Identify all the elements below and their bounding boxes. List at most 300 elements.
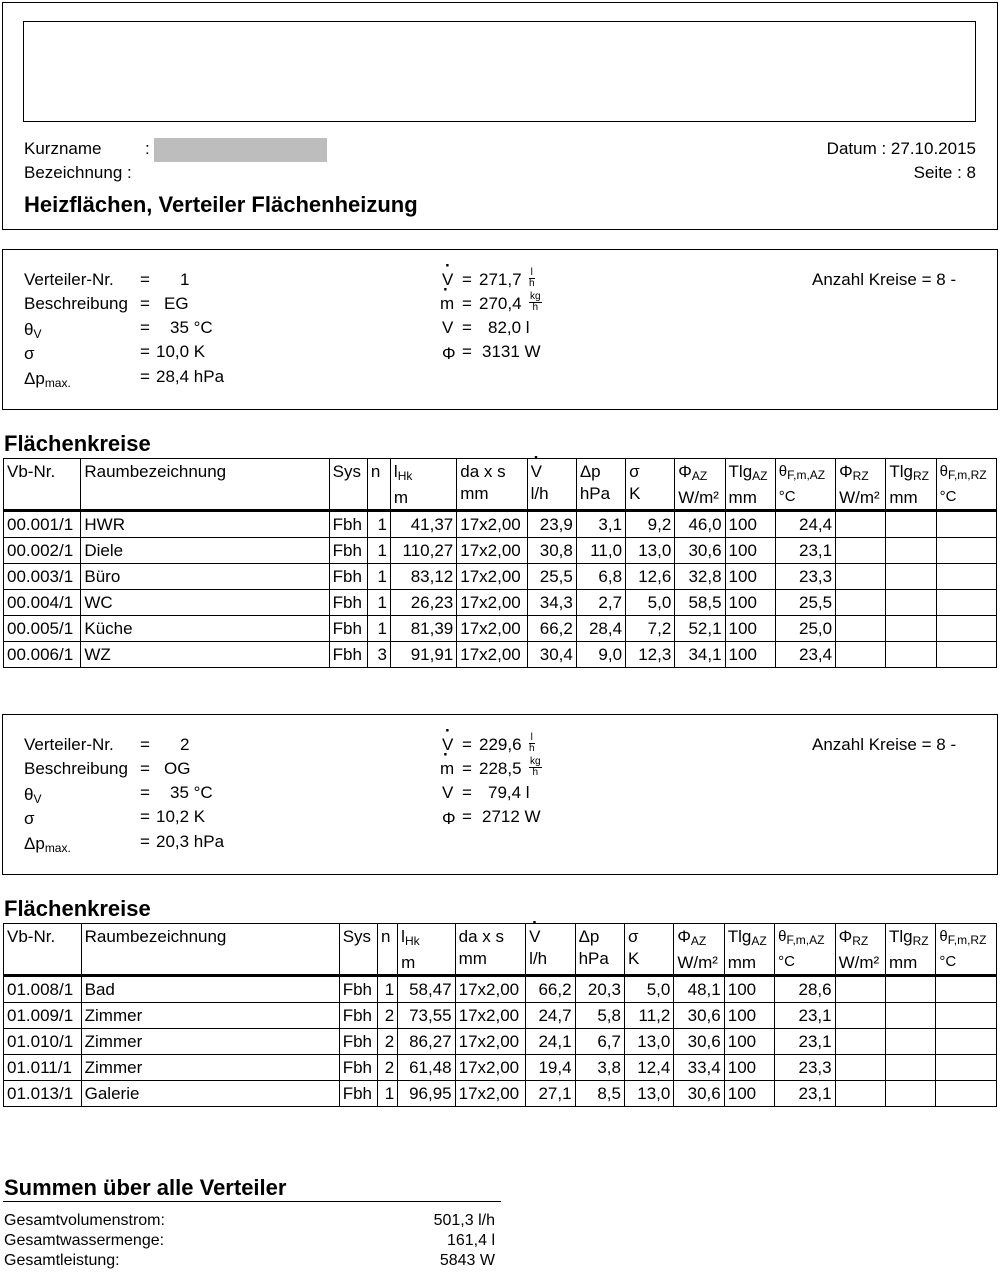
table-cell: 61,48 [398, 1055, 455, 1081]
verteiler-1-beschreibung-eq: = [140, 294, 150, 313]
page-title: Heizflächen, Verteiler Flächenheizung [24, 192, 418, 217]
table-cell: 2 [378, 1055, 398, 1081]
summary-value-3: 5843 W [439, 1252, 495, 1269]
table-cell: 3,8 [575, 1055, 624, 1081]
table-cell: 30,4 [527, 642, 576, 668]
table-cell: 66,2 [526, 976, 575, 1003]
mdot-glyph: · m [440, 759, 454, 779]
table-header-row [4, 459, 997, 511]
column-header-top: Raumbezeichnung [84, 462, 227, 481]
dp-sub: max. [44, 376, 71, 390]
column-header-top: Δp [579, 462, 601, 481]
column-header [886, 924, 936, 976]
table-cell: 91,91 [390, 642, 456, 668]
table-cell [886, 1003, 936, 1029]
column-header [835, 924, 885, 976]
table-cell [835, 1081, 885, 1107]
table-cell: 100 [725, 538, 775, 564]
flaechenkreise-table-1 [3, 458, 997, 668]
table-cell: Fbh [339, 1029, 377, 1055]
table-cell: Fbh [329, 564, 367, 590]
column-header-unit: mm [889, 953, 918, 972]
table-cell: 1 [378, 1081, 398, 1107]
column-header [378, 924, 398, 976]
table-cell: 100 [725, 564, 775, 590]
verteiler-2-beschreibung-eq: = [140, 759, 150, 778]
column-header-unit: mm [458, 949, 487, 968]
verteiler-1-lh-unit [529, 268, 535, 289]
table-cell: 5,0 [624, 976, 673, 1003]
verteiler-2-mdot-value: 228,5 [479, 759, 522, 778]
table-cell: 8,5 [575, 1081, 624, 1107]
table-cell: 01.008/1 [4, 976, 82, 1003]
column-header-top: Vb-Nr. [7, 462, 56, 481]
column-header-top: σ [629, 462, 640, 481]
column-header [624, 924, 673, 976]
column-header-sub: RZ [912, 469, 929, 483]
table-cell: Fbh [329, 590, 367, 616]
table-cell: 58,5 [675, 590, 725, 616]
verteiler-2-sigma-eq: = [140, 807, 150, 826]
table-cell: 17x2,00 [457, 511, 527, 538]
column-header-sub: F,m,AZ [787, 468, 826, 482]
table-cell: Zimmer [81, 1055, 339, 1081]
verteiler-2-beschreibung-label: Beschreibung [24, 759, 128, 778]
table-cell: 17x2,00 [455, 1029, 526, 1055]
table-cell: 24,4 [775, 511, 835, 538]
table-cell: 24,1 [526, 1029, 575, 1055]
verteiler-2-theta-eq: = [140, 783, 150, 802]
verteiler-2-vdot-eq: = [462, 735, 472, 754]
table-cell: 96,95 [398, 1081, 455, 1107]
table-cell: 9,2 [626, 511, 675, 538]
table-cell: 110,27 [390, 538, 456, 564]
column-header-unit: °C [778, 953, 795, 970]
table-cell: Zimmer [81, 1029, 339, 1055]
table-cell: 28,6 [775, 976, 835, 1003]
column-header-top: Φ [677, 927, 691, 946]
table-cell: 9,0 [576, 642, 625, 668]
verteiler-1-vdot-value: 271,7 [479, 270, 522, 289]
table-cell: Zimmer [81, 1003, 339, 1029]
table-cell: 13,0 [626, 538, 675, 564]
table-cell: 52,1 [675, 616, 725, 642]
verteiler-2-anzahl: Anzahl Kreise = 8 - [812, 735, 957, 754]
table-cell [886, 642, 936, 668]
table-cell: Fbh [339, 1081, 377, 1107]
table-cell: 13,0 [624, 1081, 673, 1107]
verteiler-2-dp-symbol [24, 834, 71, 855]
column-header [575, 924, 624, 976]
column-header [725, 459, 775, 511]
table-cell [936, 1081, 997, 1107]
table-row [4, 538, 997, 564]
column-header-unit: W/m² [677, 953, 718, 972]
verteiler-2-mdot-symbol [440, 759, 454, 779]
column-header-sub: AZ [691, 469, 708, 483]
column-header [390, 459, 456, 511]
table-cell [835, 1003, 885, 1029]
section-title-2: Flächenkreise [4, 896, 151, 921]
table-cell [886, 564, 936, 590]
table-cell [835, 976, 885, 1003]
table-cell: 17x2,00 [457, 564, 527, 590]
verteiler-1-lh-unit-den: h [529, 278, 535, 289]
column-header-top: n [370, 462, 381, 481]
column-header [457, 459, 527, 511]
table-cell: 00.001/1 [4, 511, 81, 538]
column-header-unit: °C [778, 488, 796, 505]
column-header-unit: mm [728, 488, 757, 507]
verteiler-1-beschreibung-label: Beschreibung [24, 294, 128, 313]
table-cell: Galerie [81, 1081, 339, 1107]
table-cell: 3,1 [576, 511, 625, 538]
table-cell: 41,37 [390, 511, 456, 538]
table-cell: Diele [81, 538, 329, 564]
summary-underline [3, 1201, 501, 1202]
verteiler-1-sigma-eq: = [140, 342, 150, 361]
table-cell: 1 [367, 590, 390, 616]
table-cell: Küche [81, 616, 329, 642]
table-cell: 17x2,00 [455, 1003, 526, 1029]
verteiler-1-dp-eq: = [140, 367, 150, 386]
bezeichnung-label: Bezeichnung : [24, 163, 132, 182]
verteiler-2-beschreibung-value: OG [164, 759, 191, 778]
table-cell: 2 [378, 1029, 398, 1055]
table-cell: 25,5 [527, 564, 576, 590]
table-cell [936, 1029, 997, 1055]
verteiler-1-sigma-symbol: σ [24, 344, 35, 363]
column-header-top: Sys [342, 927, 372, 946]
verteiler-2-vdot-value: 229,6 [479, 735, 522, 754]
column-header-top: Tlg [728, 462, 753, 481]
column-header-unit: hPa [578, 949, 609, 968]
column-header [936, 459, 996, 511]
table-cell [886, 1029, 936, 1055]
verteiler-2-kgh-unit-den: h [532, 767, 539, 778]
column-header-unit: l/h [529, 949, 548, 968]
summary-label-2: Gesamtwassermenge: [4, 1232, 165, 1249]
table-cell: Bad [81, 976, 339, 1003]
table-cell: 48,1 [674, 976, 724, 1003]
column-header-top: Tlg [727, 927, 752, 946]
verteiler-2-v-symbol: V [442, 783, 454, 802]
table-cell [936, 590, 996, 616]
column-header-sub: F,m,RZ [947, 468, 987, 482]
table-cell: 01.013/1 [4, 1081, 82, 1107]
table-cell: 25,0 [775, 616, 835, 642]
verteiler-1-lh-unit-num: l [530, 267, 533, 278]
table-cell [886, 538, 936, 564]
table-cell: 30,6 [674, 1081, 724, 1107]
dp-sub: max. [44, 841, 71, 855]
verteiler-1-dp-value: 28,4 hPa [156, 367, 225, 386]
table-row [4, 1055, 997, 1081]
verteiler-2-lh-unit [529, 733, 535, 754]
table-cell: 58,47 [398, 976, 455, 1003]
table-cell: Fbh [329, 642, 367, 668]
table-cell: 13,0 [624, 1029, 673, 1055]
column-header-unit: m [393, 488, 409, 507]
table-cell [886, 616, 936, 642]
table-cell: 6,7 [575, 1029, 624, 1055]
table-cell: 1 [367, 564, 390, 590]
table-row [4, 976, 997, 1003]
table-header-row [4, 924, 997, 976]
column-header [367, 459, 390, 511]
table-cell: 100 [725, 616, 775, 642]
verteiler-1-theta-symbol [24, 320, 41, 341]
table-cell: 17x2,00 [455, 1081, 526, 1107]
table-cell: 34,3 [527, 590, 576, 616]
table-cell: 100 [724, 1055, 774, 1081]
column-header-top: da x s [460, 462, 506, 481]
datum: Datum : 27.10.2015 [826, 139, 976, 158]
theta-sub: V [33, 792, 42, 806]
table-cell: 12,4 [624, 1055, 673, 1081]
table-row [4, 590, 997, 616]
verteiler-2-kgh-unit [529, 757, 542, 778]
table-cell: 11,0 [576, 538, 625, 564]
table-cell: 01.011/1 [4, 1055, 82, 1081]
table-cell: 33,4 [674, 1055, 724, 1081]
table-cell: 100 [724, 1029, 774, 1055]
column-header [674, 924, 724, 976]
dp-glyph: Δp [24, 834, 45, 853]
vdot-glyph: · V [442, 735, 453, 755]
verteiler-2-theta-symbol [24, 785, 41, 806]
column-header [398, 924, 455, 976]
table-row [4, 1081, 997, 1107]
column-header-top: Sys [332, 462, 361, 481]
column-header-top: Tlg [889, 927, 913, 946]
theta-sub: V [33, 327, 42, 341]
table-cell: 00.004/1 [4, 590, 81, 616]
verteiler-2-v-eq: = [462, 783, 472, 802]
verteiler-1-mdot-symbol [440, 294, 454, 314]
column-header-sub: Hk [404, 934, 420, 948]
summary-label-3: Gesamtleistung: [4, 1252, 120, 1269]
table-cell: WC [81, 590, 329, 616]
table-cell: 23,4 [775, 642, 835, 668]
column-header [626, 459, 675, 511]
table-cell: Fbh [329, 616, 367, 642]
column-header [775, 459, 835, 511]
table-cell [836, 538, 886, 564]
column-header-top: Vb-Nr. [7, 927, 56, 946]
verteiler-1-nr-value: 1 [180, 270, 190, 289]
table-cell: HWR [81, 511, 329, 538]
verteiler-2-phi-value: 2712 W [482, 807, 541, 826]
table-cell [835, 1029, 885, 1055]
verteiler-2-nr-value: 2 [180, 735, 190, 754]
table-cell [936, 642, 996, 668]
table-cell: 17x2,00 [455, 976, 526, 1003]
column-header [339, 924, 377, 976]
verteiler-2-mdot-eq: = [462, 759, 472, 778]
column-header-unit: K [627, 949, 640, 968]
table-cell: 24,7 [526, 1003, 575, 1029]
verteiler-2-dp-value: 20,3 hPa [156, 832, 225, 851]
table-cell: 00.002/1 [4, 538, 81, 564]
table-cell: 32,8 [675, 564, 725, 590]
table-cell: 100 [725, 642, 775, 668]
table-cell [936, 1003, 997, 1029]
verteiler-2-nr-eq: = [140, 735, 150, 754]
column-header [455, 924, 526, 976]
column-header-top: Φ [839, 462, 853, 481]
column-header-sub: Hk [397, 469, 413, 483]
kurzname-label: Kurzname [24, 139, 102, 158]
table-cell: 20,3 [575, 976, 624, 1003]
verteiler-1-v-eq: = [462, 318, 472, 337]
column-header-unit: m [401, 953, 416, 972]
table-cell: 23,3 [775, 1055, 835, 1081]
table-cell: 23,1 [775, 1003, 835, 1029]
verteiler-1-dp-symbol [24, 369, 71, 390]
table-row [4, 564, 997, 590]
verteiler-1-theta-value: 35 °C [170, 318, 213, 337]
table-cell: 00.006/1 [4, 642, 81, 668]
verteiler-1-vdot-eq: = [462, 270, 472, 289]
verteiler-1-kgh-unit-den: h [532, 302, 539, 313]
table-cell: 100 [724, 1003, 774, 1029]
table-cell: 30,6 [674, 1003, 724, 1029]
table-cell: 100 [725, 590, 775, 616]
column-header-unit: mm [889, 488, 918, 507]
verteiler-1-beschreibung-value: EG [164, 294, 189, 313]
table-cell [936, 1055, 997, 1081]
column-header-sub: RZ [852, 469, 869, 483]
column-header-top: θ [939, 463, 948, 480]
table-row [4, 511, 997, 538]
table-row [4, 642, 997, 668]
table-cell [936, 511, 996, 538]
table-cell: 12,3 [626, 642, 675, 668]
dp-glyph: Δp [24, 369, 45, 388]
column-header-sub: F,m,AZ [786, 933, 825, 947]
verteiler-1-v-value: 82,0 l [488, 318, 530, 337]
table-cell: WZ [81, 642, 329, 668]
table-cell: 100 [724, 976, 774, 1003]
verteiler-1-mdot-eq: = [462, 294, 472, 313]
table-cell: 23,3 [775, 564, 835, 590]
table-cell: 26,23 [390, 590, 456, 616]
table-cell: Fbh [339, 1055, 377, 1081]
table-cell [886, 511, 936, 538]
table-cell: 7,2 [626, 616, 675, 642]
column-header-unit: l/h [530, 484, 549, 503]
table-row [4, 1029, 997, 1055]
table-cell: 1 [367, 511, 390, 538]
verteiler-2-lh-unit-num: l [530, 732, 533, 743]
table-cell [836, 590, 886, 616]
column-header-top: Φ [838, 927, 853, 946]
column-header [4, 924, 82, 976]
table-cell: Fbh [339, 1003, 377, 1029]
verteiler-2-kgh-unit-num: kg [530, 756, 541, 767]
verteiler-1-phi-value: 3131 W [482, 342, 541, 361]
table-cell: 19,4 [526, 1055, 575, 1081]
table-cell: 00.003/1 [4, 564, 81, 590]
table-cell: 30,8 [527, 538, 576, 564]
table-cell: 5,8 [575, 1003, 624, 1029]
column-header-top: θ [778, 928, 787, 945]
column-header [724, 924, 774, 976]
verteiler-1-sigma-value: 10,0 K [156, 342, 206, 361]
table-cell: 01.009/1 [4, 1003, 82, 1029]
table-cell: 23,1 [775, 538, 835, 564]
column-header-unit: °C [939, 488, 957, 505]
table-cell: Fbh [339, 976, 377, 1003]
table-cell: 2 [378, 1003, 398, 1029]
table-cell: 66,2 [527, 616, 576, 642]
table-cell: 73,55 [398, 1003, 455, 1029]
table-cell: 25,5 [775, 590, 835, 616]
column-header-top: Raumbezeichnung [84, 927, 227, 946]
column-header-top: σ [627, 927, 639, 946]
verteiler-2-lh-unit-den: h [529, 743, 535, 754]
seite: Seite : 8 [913, 163, 976, 182]
verteiler-1-phi-eq: = [462, 342, 472, 361]
summary-title: Summen über alle Verteiler [4, 1175, 287, 1200]
column-header-top: da x s [458, 927, 504, 946]
verteiler-1-kgh-unit [529, 292, 542, 313]
column-header-top: · V [531, 461, 542, 483]
column-header [527, 459, 576, 511]
column-header-sub: RZ [912, 934, 929, 948]
table-cell: 30,6 [674, 1029, 724, 1055]
theta-glyph: θ [24, 320, 34, 339]
column-header-top: θ [939, 928, 948, 945]
verteiler-2-sigma-value: 10,2 K [156, 807, 206, 826]
summary-value-2: 161,4 l [446, 1232, 495, 1249]
table-cell: 6,8 [576, 564, 625, 590]
table-cell: 1 [378, 976, 398, 1003]
table-cell: 2,7 [576, 590, 625, 616]
column-header-top: Φ [678, 462, 692, 481]
flaechenkreise-table-2 [3, 923, 997, 1107]
column-header-top: l [393, 462, 398, 481]
verteiler-2-dp-eq: = [140, 832, 150, 851]
column-header-sub: AZ [690, 934, 707, 948]
column-header [775, 924, 835, 976]
column-header [81, 924, 339, 976]
column-header-top: · V [529, 926, 540, 948]
table-cell [836, 564, 886, 590]
summary-label-1: Gesamtvolumenstrom: [4, 1212, 165, 1229]
table-cell [836, 511, 886, 538]
column-header-sub: F,m,RZ [947, 933, 987, 947]
column-header [576, 459, 625, 511]
column-header-unit: hPa [579, 484, 611, 503]
table-cell [936, 538, 996, 564]
verteiler-1-kgh-unit-num: kg [530, 291, 541, 302]
table-cell: 27,1 [526, 1081, 575, 1107]
table-cell: 12,6 [626, 564, 675, 590]
table-cell [836, 616, 886, 642]
table-cell: 01.010/1 [4, 1029, 82, 1055]
column-header [329, 459, 367, 511]
table-cell: Fbh [329, 511, 367, 538]
table-cell: 83,12 [390, 564, 456, 590]
section-title-1: Flächenkreise [4, 431, 151, 456]
table-cell: Fbh [329, 538, 367, 564]
table-cell: 00.005/1 [4, 616, 81, 642]
summary-value-1: 501,3 l/h [433, 1212, 495, 1229]
table-cell: 23,1 [775, 1029, 835, 1055]
theta-glyph: θ [24, 785, 34, 804]
